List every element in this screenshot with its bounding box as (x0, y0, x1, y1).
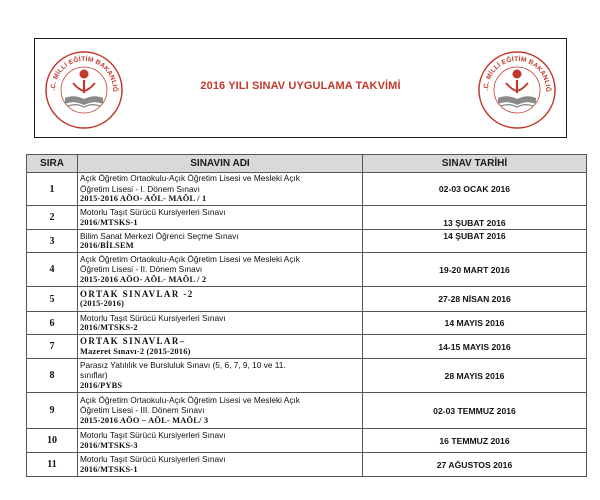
exam-code-detail: (2015-2016) (80, 299, 125, 308)
exam-code: ORTAK SINAVLAR– (80, 336, 186, 346)
exam-code: 2016/BİLSEM (80, 241, 134, 250)
table-row (27, 453, 587, 477)
exam-code: 2016/MTSKS-1 (80, 464, 138, 474)
svg-text:T.C. MİLLİ EĞİTİM BAKANLIĞI: .C. MİLLİ EĞİTİM BAKANLIĞ (49, 55, 119, 93)
exam-name-line: sınıflar) (80, 370, 108, 381)
exam-date: 14 ŞUBAT 2016 (363, 230, 587, 253)
exam-date: 13 ŞUBAT 2016 (363, 206, 587, 230)
exam-name-line: Motorlu Taşıt Sürücü Kursiyerleri Sınavı (80, 312, 226, 323)
ministry-logo-right (472, 43, 562, 133)
exam-date: 28 MAYIS 2016 (363, 359, 587, 393)
row-number: 3 (27, 230, 78, 253)
row-number: 10 (27, 429, 78, 453)
row-number: 8 (27, 359, 78, 393)
table-row (27, 230, 587, 253)
exam-name-line: Motorlu Taşıt Sürücü Kursiyerleri Sınavı (80, 430, 226, 440)
exam-date: 27 AĞUSTOS 2016 (363, 453, 587, 477)
exam-code: 2015-2016 AÖO- AÖL- MAÖL / 1 (80, 194, 207, 204)
exam-schedule-table (26, 154, 587, 477)
row-number: 2 (27, 206, 78, 230)
exam-code: 2015-2016 AÖO – AÖL- MAÖL/ 3 (80, 415, 209, 425)
exam-name-cell (78, 230, 363, 253)
table-row (27, 173, 587, 206)
exam-code: ORTAK SINAVLAR -2 (80, 288, 194, 299)
exam-date: 16 TEMMUZ 2016 (363, 429, 587, 453)
exam-code: 2016/MTSKS-1 (80, 217, 138, 227)
exam-name-cell (78, 393, 363, 429)
column-header-sinav-tarihi: SINAV TARİHİ (363, 155, 587, 173)
row-number: 7 (27, 335, 78, 359)
table-row (27, 312, 587, 335)
row-number: 11 (27, 453, 78, 477)
table-row (27, 359, 587, 393)
table-row (27, 287, 587, 312)
table-row (27, 206, 587, 230)
exam-name-line: Öğretim Lisesi - III. Dönem Sınavı (80, 405, 205, 416)
exam-name-line: Bilim Sanat Merkezi Öğrenci Seçme Sınavı (80, 230, 239, 241)
exam-name-line: Motorlu Taşıt Sürücü Kursiyerleri Sınavı (80, 207, 226, 217)
document-header (34, 38, 567, 138)
exam-date: 14-15 MAYIS 2016 (363, 335, 587, 359)
row-number: 1 (27, 173, 78, 206)
table-header-row (27, 155, 587, 173)
table-row (27, 429, 587, 453)
row-number: 6 (27, 312, 78, 335)
exam-date: 19-20 MART 2016 (363, 253, 587, 287)
page-title: 2016 YILI SINAV UYGULAMA TAKVİMİ (200, 80, 401, 92)
exam-name-line: Öğretim Lisesi - II. Dönem Sınavı (80, 264, 203, 275)
column-header-sinav-adi: SINAVIN ADI (78, 155, 363, 173)
svg-text:T.C. MİLLİ EĞİTİM BAKANLIĞI: .C. MİLLİ EĞİTİM BAKANLIĞ (482, 55, 552, 93)
exam-date: 14 MAYIS 2016 (363, 312, 587, 335)
table-row (27, 393, 587, 429)
exam-name-cell (78, 335, 363, 359)
exam-code: 2015-2016 AÖO- AÖL- MAÖL / 2 (80, 274, 207, 284)
exam-name-cell (78, 359, 363, 393)
exam-name-line: Açık Öğretim Ortaokulu-Açık Öğretim Lisesi ve Mesleki Açık (80, 394, 300, 405)
table-row (27, 253, 587, 287)
exam-date: 02-03 OCAK 2016 (363, 173, 587, 206)
row-number: 5 (27, 287, 78, 312)
exam-name-cell (78, 453, 363, 477)
exam-code-detail: Mazeret Sınavı-2 (2015-2016) (80, 346, 191, 356)
table-row (27, 335, 587, 359)
column-header-sira: SIRA (27, 155, 78, 173)
exam-date: 02-03 TEMMUZ 2016 (363, 393, 587, 429)
row-number: 9 (27, 393, 78, 429)
exam-name-cell (78, 429, 363, 453)
exam-name-line: Motorlu Taşıt Sürücü Kursiyerleri Sınavı (80, 454, 226, 464)
exam-name-cell (78, 287, 363, 312)
exam-name-cell (78, 253, 363, 287)
exam-name-cell (78, 173, 363, 206)
exam-name-line: Açık Öğretim Ortaokulu-Açık Öğretim Lisesi ve Mesleki Açık (80, 173, 300, 184)
exam-name-line: Parasız Yatılılık ve Bursluluk Sınavı (5, 6, 7, 9, 10 ve 11. (80, 359, 286, 370)
exam-date: 27-28 NİSAN 2016 (363, 287, 587, 312)
exam-name-cell (78, 312, 363, 335)
exam-name-line: Açık Öğretim Ortaokulu-Açık Öğretim Lisesi ve Mesleki Açık (80, 253, 300, 264)
row-number: 4 (27, 253, 78, 287)
exam-name-cell (78, 206, 363, 230)
exam-code: 2016/MTSKS-3 (80, 440, 138, 450)
exam-code: 2016/PYBS (80, 380, 123, 390)
exam-code: 2016/MTSKS-2 (80, 323, 138, 332)
exam-name-line: Öğretim Lisesi - I. Dönem Sınavı (80, 183, 200, 194)
